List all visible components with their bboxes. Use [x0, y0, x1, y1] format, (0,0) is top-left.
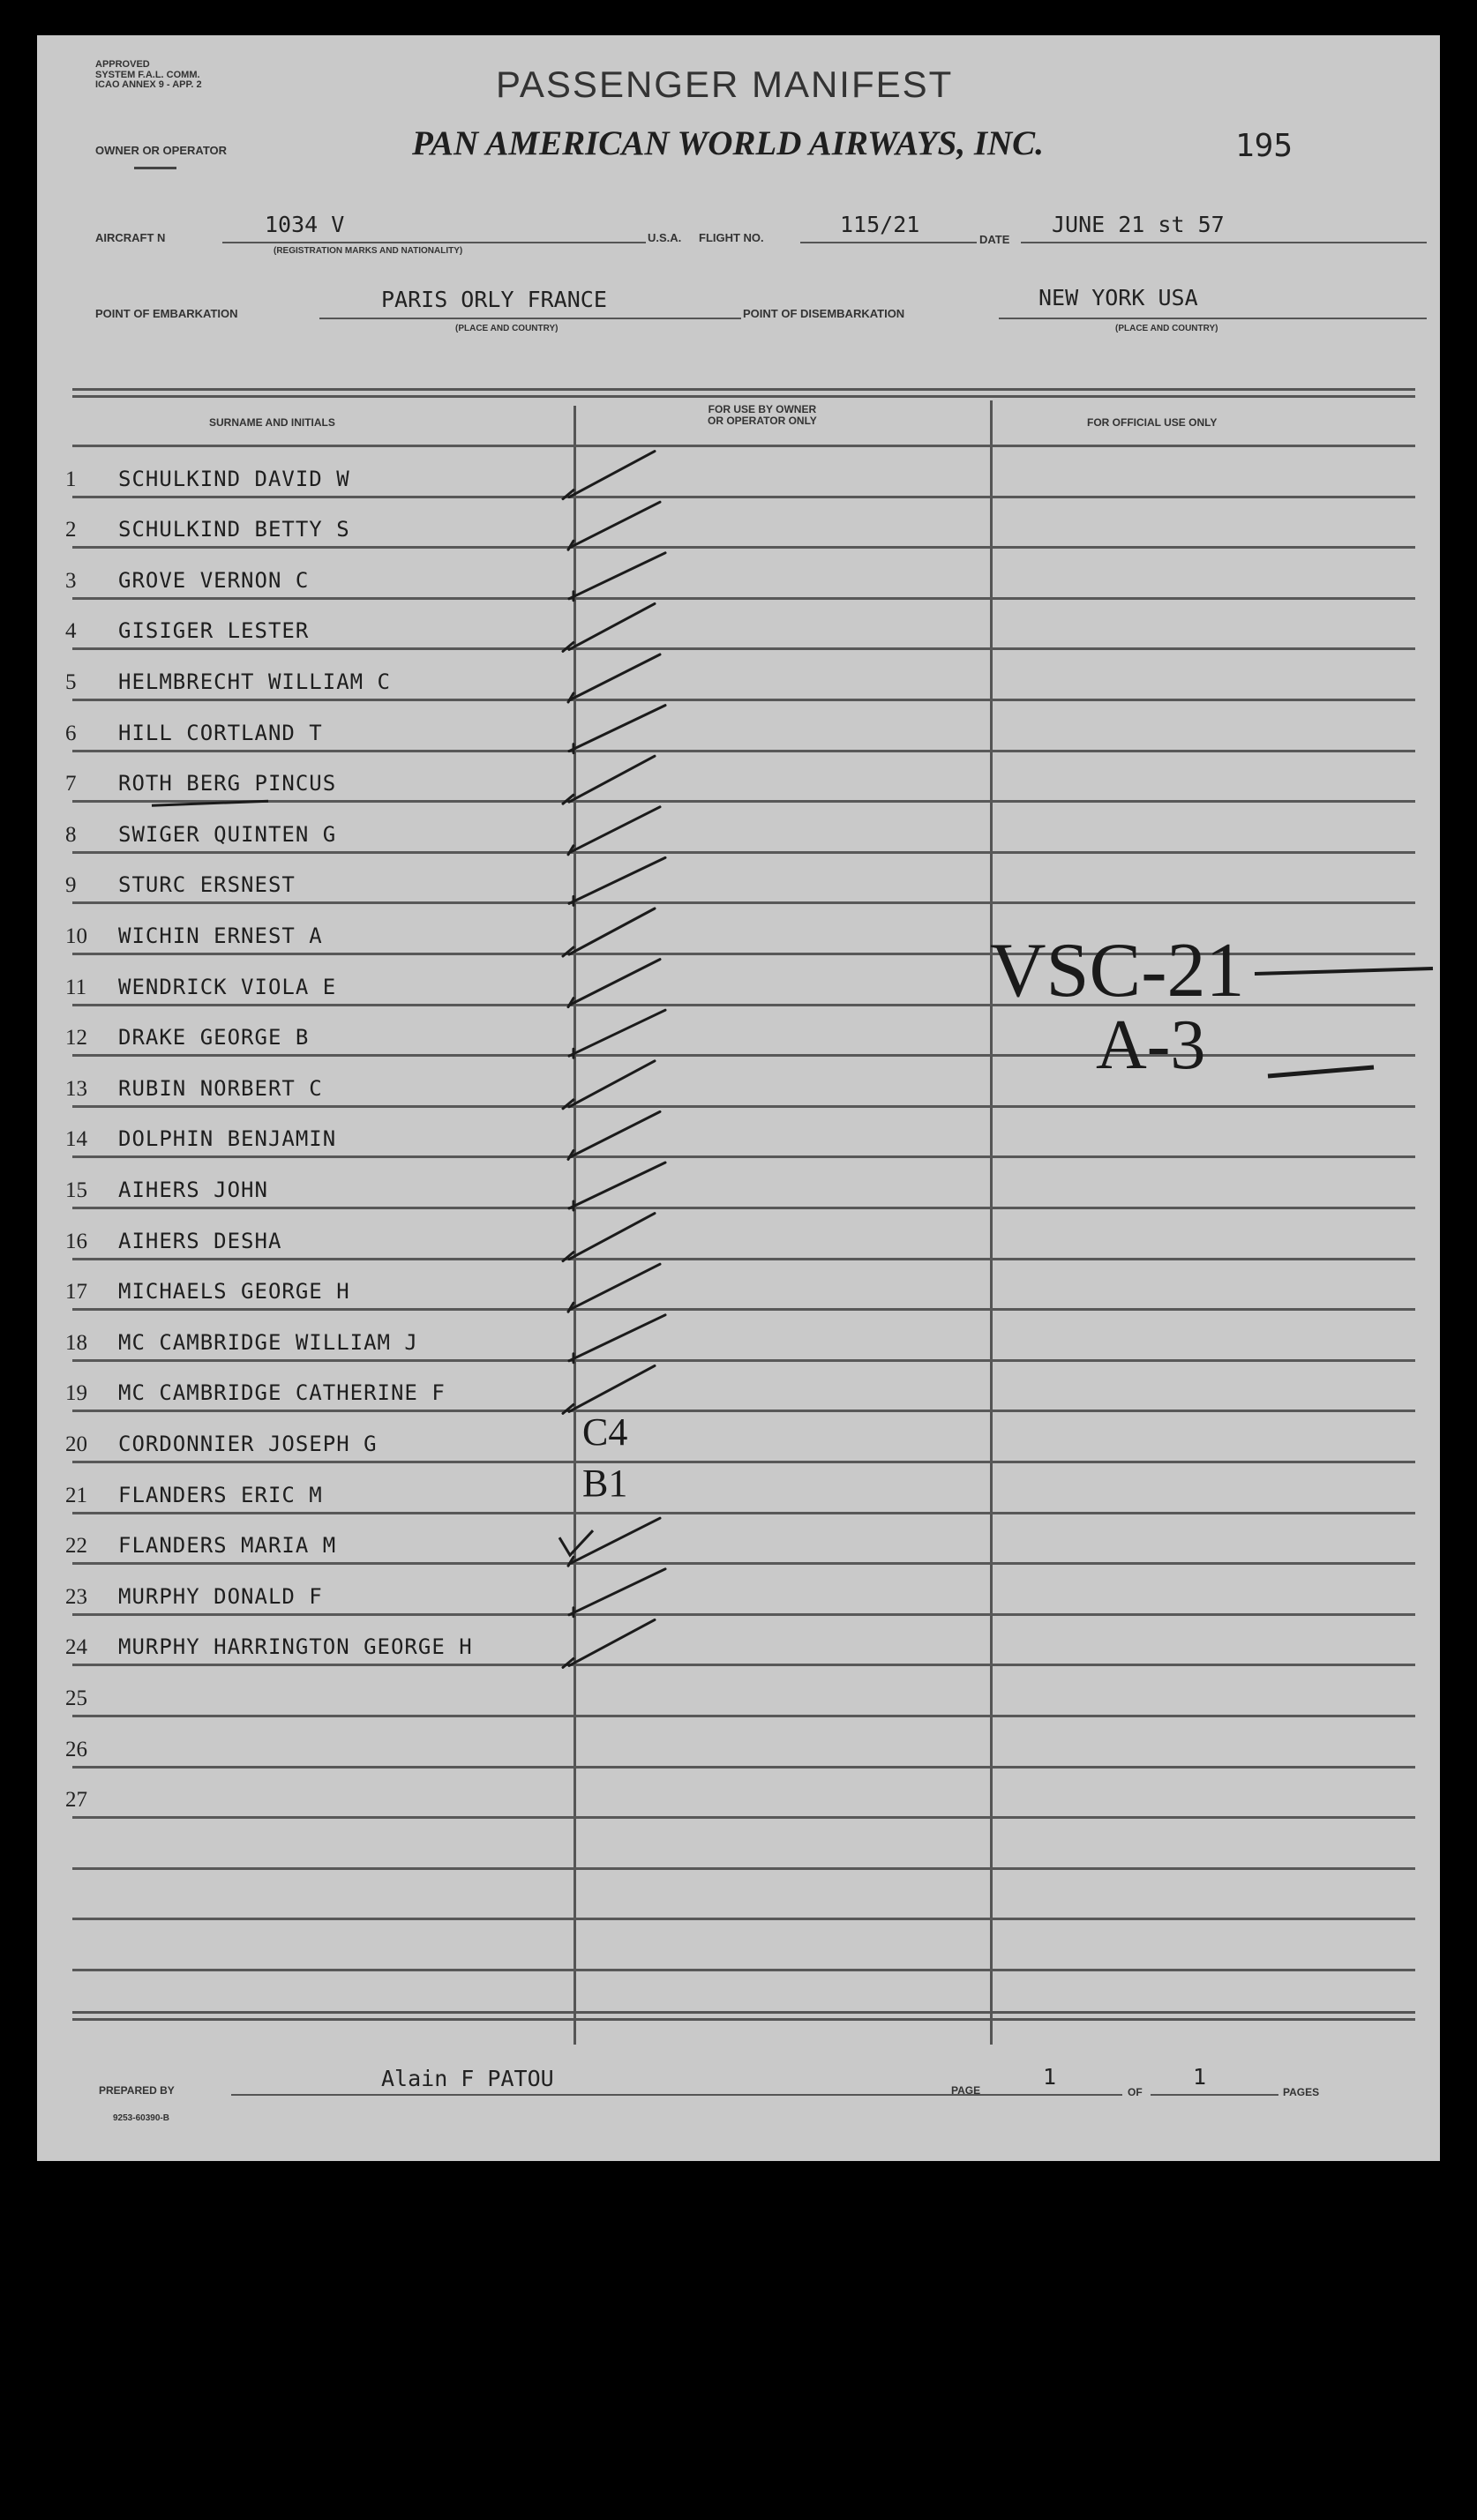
disembarkation-sub: (PLACE AND COUNTRY) — [1115, 324, 1218, 333]
row-number: 12 — [65, 1026, 87, 1051]
approval-line-3: ICAO ANNEX 9 - APP. 2 — [95, 79, 202, 91]
check-mark — [568, 502, 660, 550]
passenger-name: SCHULKIND DAVID W — [118, 466, 350, 491]
embarkation-label: POINT OF EMBARKATION — [95, 307, 238, 320]
approval-line-1: APPROVED — [95, 59, 150, 70]
date-label: DATE — [979, 233, 1010, 246]
page-value: 1 — [1043, 2064, 1057, 2090]
check-mark — [563, 452, 655, 499]
manifest-sheet — [37, 35, 1440, 2161]
check-mark — [569, 1569, 665, 1617]
check-mark — [563, 1365, 655, 1413]
passenger-name: MICHAELS GEORGE H — [118, 1279, 350, 1305]
row-number: 16 — [65, 1229, 87, 1253]
official-note-line-1: VSC-21 — [990, 928, 1245, 1013]
passenger-name: GISIGER LESTER — [118, 618, 310, 644]
aircraft-label: AIRCRAFT N — [95, 231, 166, 244]
row-number: 17 — [65, 1280, 87, 1305]
check-mark — [569, 1163, 665, 1210]
row-number: 4 — [65, 619, 77, 644]
flight-value: 115/21 — [840, 212, 920, 237]
row-number: 24 — [65, 1635, 87, 1660]
row-number: 7 — [65, 772, 77, 796]
check-mark — [563, 603, 655, 651]
prepared-underline — [231, 2094, 990, 2096]
row-number: 2 — [65, 518, 77, 542]
passenger-name: DOLPHIN BENJAMIN — [118, 1126, 337, 1152]
of-underline — [1151, 2094, 1278, 2096]
official-strike-mark — [1255, 968, 1433, 974]
official-note-line-2: A-3 — [1096, 1006, 1206, 1084]
aircraft-sub: (REGISTRATION MARKS AND NATIONALITY) — [274, 246, 463, 256]
check-mark — [563, 1619, 655, 1667]
passenger-name: WICHIN ERNEST A — [118, 924, 323, 948]
check-mark — [563, 909, 655, 956]
row-number: 9 — [65, 873, 77, 898]
of-label: OF — [1128, 2086, 1143, 2098]
check-mark — [563, 1061, 655, 1109]
passenger-name: MURPHY HARRINGTON GEORGE H — [118, 1634, 473, 1660]
form-number: 9253-60390-B — [113, 2113, 169, 2123]
passenger-name: CORDONNIER JOSEPH G — [118, 1432, 378, 1456]
check-mark — [563, 1214, 655, 1261]
row-number: 13 — [65, 1076, 87, 1101]
passenger-name: ROTH BERG PINCUS — [118, 771, 337, 796]
row-number: 20 — [65, 1432, 87, 1456]
passenger-name: MC CAMBRIDGE WILLIAM J — [118, 1329, 418, 1355]
check-mark — [569, 553, 665, 601]
row-number: 11 — [65, 975, 87, 999]
row-number: 27 — [65, 1788, 87, 1813]
handwriting-layer — [37, 35, 1440, 2161]
check-mark — [568, 654, 660, 702]
page-number-stamp: 195 — [1235, 128, 1293, 164]
row21-note: B1 — [582, 1462, 628, 1505]
column-header-owner-line-2: OR OPERATOR ONLY — [708, 414, 817, 427]
name-underline-mark — [152, 801, 268, 805]
row-number: 10 — [65, 924, 87, 948]
prepared-value: Alain F PATOU — [381, 2066, 554, 2091]
row20-note: C4 — [582, 1410, 628, 1454]
passenger-name: SWIGER QUINTEN G — [118, 821, 337, 847]
passenger-name: SCHULKIND BETTY S — [118, 517, 350, 542]
usa-label: U.S.A. — [648, 231, 682, 244]
row-number: 25 — [65, 1686, 87, 1710]
check-mark — [568, 960, 660, 1007]
page-title: PASSENGER MANIFEST — [496, 64, 954, 105]
row-number: 14 — [65, 1127, 87, 1152]
passenger-name: WENDRICK VIOLA E — [118, 974, 337, 999]
row-number: 3 — [65, 568, 77, 593]
passenger-name: AIHERS JOHN — [118, 1178, 268, 1202]
page-label: PAGE — [951, 2084, 981, 2097]
row-number: 6 — [65, 721, 77, 745]
owner-label: OWNER OR OPERATOR — [95, 144, 228, 157]
check-mark — [568, 1111, 660, 1159]
page-underline — [990, 2094, 1122, 2096]
passenger-name: STURC ERSNEST — [118, 872, 296, 898]
airline-name: PAN AMERICAN WORLD AIRWAYS, INC. — [412, 124, 1044, 162]
row-number: 5 — [65, 670, 77, 694]
aircraft-value: 1034 V — [265, 212, 345, 237]
row-number: 19 — [65, 1381, 87, 1406]
row-number: 23 — [65, 1584, 87, 1609]
row-number: 15 — [65, 1178, 87, 1202]
disembarkation-value: NEW YORK USA — [1038, 285, 1198, 310]
passenger-name: MURPHY DONALD F — [118, 1583, 323, 1609]
passenger-name: FLANDERS ERIC M — [118, 1482, 323, 1507]
check-mark — [568, 807, 660, 855]
passenger-name: RUBIN NORBERT C — [118, 1075, 323, 1101]
flight-label: FLIGHT NO. — [699, 231, 764, 244]
passenger-name: HELMBRECHT WILLIAM C — [118, 669, 391, 694]
embarkation-sub: (PLACE AND COUNTRY) — [455, 324, 559, 333]
date-value: JUNE 21 st 57 — [1052, 212, 1225, 237]
row-number: 21 — [65, 1483, 87, 1507]
passenger-name: AIHERS DESHA — [118, 1228, 282, 1253]
row-number: 8 — [65, 822, 77, 847]
column-header-owner-line-1: FOR USE BY OWNER — [708, 403, 817, 415]
column-header-name: SURNAME AND INITIALS — [209, 416, 335, 429]
check-mark — [568, 1264, 660, 1312]
check-mark — [569, 857, 665, 905]
check-mark — [569, 1315, 665, 1363]
row-number: 18 — [65, 1330, 87, 1355]
v-mark — [559, 1530, 593, 1555]
of-value: 1 — [1193, 2064, 1207, 2090]
passenger-name: GROVE VERNON C — [118, 567, 310, 593]
embarkation-value: PARIS ORLY FRANCE — [381, 287, 607, 312]
official-strike-mark — [1268, 1067, 1374, 1076]
prepared-label: PREPARED BY — [99, 2084, 175, 2097]
check-mark — [563, 756, 655, 804]
check-mark — [569, 1010, 665, 1058]
row-number: 22 — [65, 1534, 87, 1559]
passenger-name: FLANDERS MARIA M — [118, 1533, 337, 1559]
passenger-name: MC CAMBRIDGE CATHERINE F — [118, 1380, 446, 1406]
row-number: 26 — [65, 1737, 87, 1761]
passenger-name: DRAKE GEORGE B — [118, 1025, 310, 1051]
passenger-name: HILL CORTLAND T — [118, 720, 323, 745]
approval-line-2: SYSTEM F.A.L. COMM. — [95, 69, 200, 80]
column-header-official: FOR OFFICIAL USE ONLY — [1087, 416, 1218, 429]
check-mark — [569, 706, 665, 753]
pages-label: PAGES — [1283, 2086, 1320, 2098]
disembarkation-label: POINT OF DISEMBARKATION — [743, 307, 905, 320]
row-number: 1 — [65, 467, 77, 491]
